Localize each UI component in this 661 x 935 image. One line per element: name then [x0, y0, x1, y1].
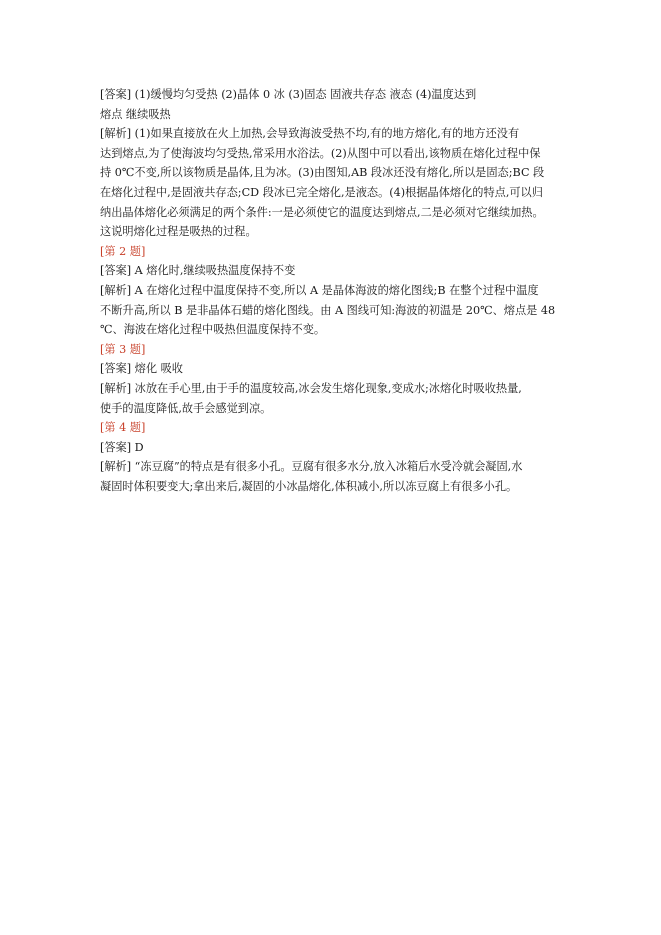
q1-answer-line-1: [答案] (1)缓慢均匀受热 (2)晶体 0 冰 (3)固态 固液共存态 液态 (4)温度达到: [100, 88, 477, 101]
q2-analysis-line-3: ℃、海波在熔化过程中吸热但温度保持不变。: [100, 323, 326, 337]
q1-answer-line-2: 熔点 继续吸热: [100, 107, 171, 121]
q2-analysis-line-1: [解析] A 在熔化过程中温度保持不变,所以 A 是晶体海波的熔化图线;B 在整个过程中温度: [100, 283, 539, 297]
q1-analysis-line-6: 这说明熔化过程是吸热的过程。: [100, 225, 257, 239]
q4-answer-line: [答案] D: [100, 440, 144, 454]
q4-analysis-line-2: 凝固时体积要变大;拿出来后,凝固的小冰晶熔化,体积减小,所以冻豆腐上有很多小孔。: [100, 479, 518, 493]
q2-analysis-line-2: 不断升高,所以 B 是非晶体石蜡的熔化图线。由 A 图线可知:海波的初温是 20℃、熔点是 48: [100, 303, 556, 317]
q3-answer-line: [答案] 熔化 吸收: [100, 362, 183, 376]
q1-analysis-line-1: [解析] (1)如果直接放在火上加热,会导致海波受热不均,有的地方熔化,有的地方还没有: [100, 127, 520, 141]
q4-analysis-line-1: [解析] “冻豆腐”的特点是有很多小孔。豆腐有很多水分,放入冰箱后水受冷就会凝固,水: [100, 460, 523, 474]
question-2-heading: [第 2 题]: [100, 244, 146, 258]
answer-document: [100, 85, 565, 496]
q3-analysis-line-2: 使手的温度降低,故手会感觉到凉。: [100, 401, 272, 415]
q1-analysis-line-5: 纳出晶体熔化必须满足的两个条件:一是必须使它的温度达到熔点,二是必须对它继续加热。: [100, 205, 544, 219]
q2-answer-line: [答案] A 熔化时,继续吸热温度保持不变: [100, 264, 296, 278]
q1-analysis-line-3: 持 0℃不变,所以该物质是晶体,且为冰。(3)由图知,AB 段冰还没有熔化,所以是固态;BC 段: [100, 166, 545, 180]
q3-analysis-line-1: [解析] 冰放在手心里,由于手的温度较高,冰会发生熔化现象,变成水;冰熔化时吸收热量,: [100, 381, 522, 395]
q1-analysis-line-2: 达到熔点,为了使海波均匀受热,常采用水浴法。(2)从图中可以看出,该物质在熔化过程中保: [100, 146, 541, 160]
question-4-heading: [第 4 题]: [100, 421, 146, 435]
question-3-heading: [第 3 题]: [100, 342, 146, 356]
q1-analysis-line-4: 在熔化过程中,是固液共存态;CD 段冰已完全熔化,是液态。(4)根据晶体熔化的特点,可以归: [100, 185, 543, 199]
